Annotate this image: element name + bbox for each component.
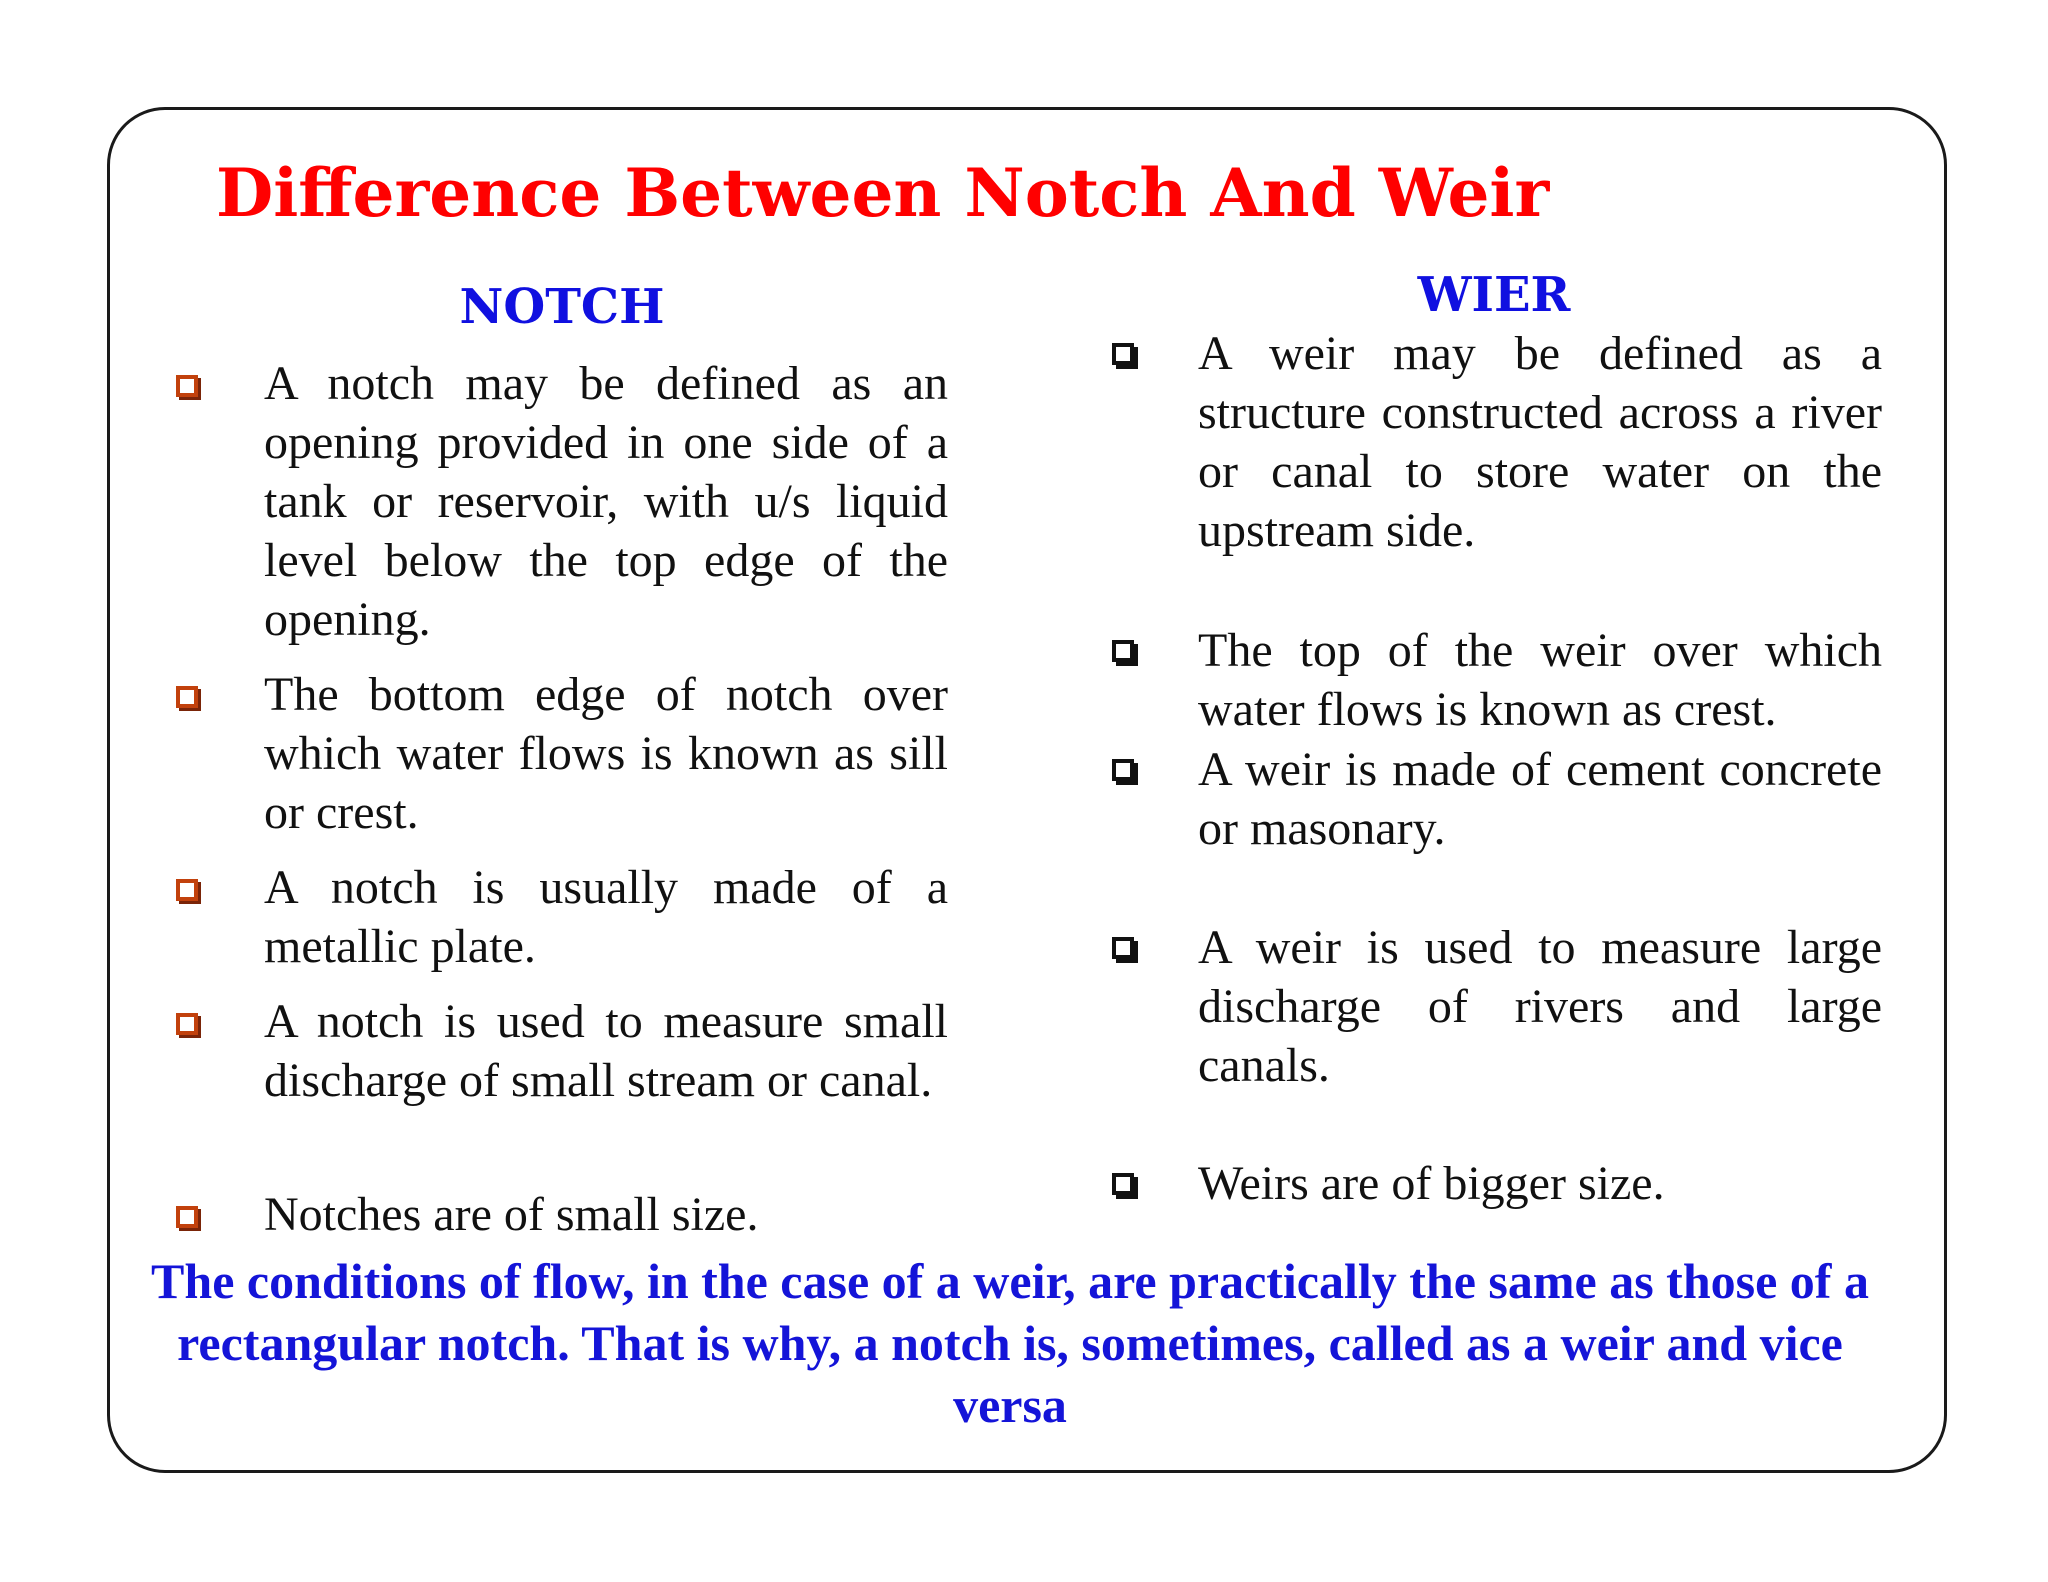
notch-item: Notches are of small size. — [264, 1188, 759, 1241]
notch-item: A notch may be defined as an opening provided in one side of a tank or reservoir, with u/s liquid level below the top edge of the opening. — [264, 357, 948, 646]
weir-item: The top of the weir over which water flows is known as crest. — [1198, 624, 1882, 736]
notch-bullet-icon — [176, 1013, 198, 1035]
weir-item: A weir is used to measure large discharge of rivers and large canals. — [1198, 921, 1882, 1092]
weir-bullet-icon — [1112, 640, 1134, 662]
weir-bullet-icon — [1112, 343, 1134, 365]
notch-bullet-icon — [176, 686, 198, 708]
footer-note: The conditions of flow, in the case of a weir, are practically the same as those of a rectangular notch. That is why, a notch is, sometimes, called as a weir and vice versa — [151, 1253, 1869, 1433]
notch-bullet-icon — [176, 1206, 198, 1228]
weir-bullet-icon — [1112, 937, 1134, 959]
weir-bullet-icon — [1112, 759, 1134, 781]
notch-item: The bottom edge of notch over which water flows is known as sill or crest. — [264, 668, 948, 839]
notch-item: A notch is usually made of a metallic plate. — [264, 861, 948, 973]
weir-bullet-icon — [1112, 1173, 1134, 1195]
weir-item: A weir may be defined as a structure constructed across a river or canal to store water on the upstream side. — [1198, 327, 1882, 557]
notch-item: A notch is used to measure small discharge of small stream or canal. — [264, 995, 948, 1107]
notch-heading: NOTCH — [459, 279, 665, 335]
weir-heading: WIER — [1417, 267, 1571, 323]
notch-bullet-icon — [176, 879, 198, 901]
page-title: Difference Between Notch And Weir — [216, 154, 1550, 232]
weir-item: Weirs are of bigger size. — [1198, 1157, 1665, 1210]
weir-item: A weir is made of cement concrete or masonary. — [1198, 743, 1882, 855]
notch-bullet-icon — [176, 375, 198, 397]
